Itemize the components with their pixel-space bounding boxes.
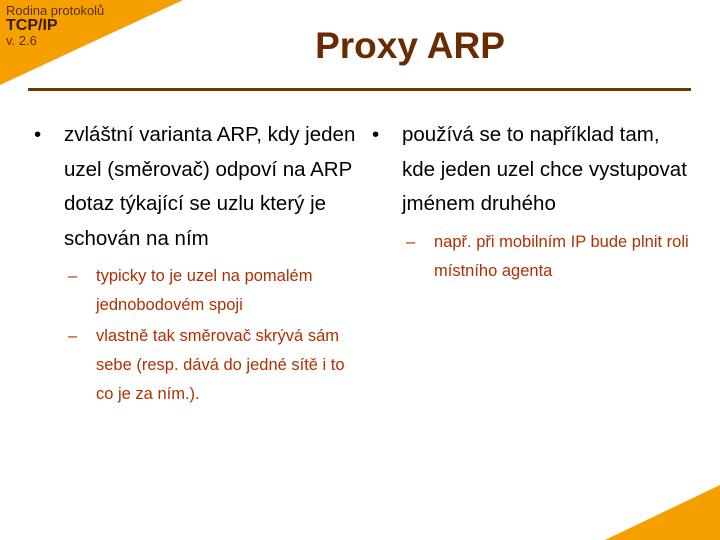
bullet-marker: • <box>372 123 380 146</box>
sub-bullet-item <box>68 262 360 320</box>
bullet-item <box>368 118 698 222</box>
series-name: Rodina protokolů <box>6 3 105 18</box>
right-column <box>368 118 698 286</box>
sub-bullet-item <box>68 322 360 409</box>
sub-bullet-marker: – <box>68 327 78 345</box>
sub-bullet-text: typicky to je uzel na pomalém jednobodovém spoji <box>96 267 313 314</box>
sub-bullet-marker: – <box>406 232 416 251</box>
sub-bullet-marker: – <box>68 267 78 285</box>
sub-bullet-text: např. při mobilním IP bude plnit roli místního agenta <box>434 232 689 280</box>
title-divider <box>28 88 691 91</box>
slide-title: Proxy ARP <box>315 25 505 66</box>
bullet-item <box>30 118 360 256</box>
bullet-text: zvláštní varianta ARP, kdy jeden uzel (směrovač) odpoví na ARP dotaz týkající se uzlu který je schován na ním <box>64 123 356 250</box>
sub-bullet-text: vlastně tak směrovač skrývá sám sebe (resp. dává do jedné sítě i to co je za ním.). <box>96 327 345 403</box>
corner-decoration-bottom-right <box>605 485 720 540</box>
series-version: v. 2.6 <box>6 33 37 49</box>
bullet-marker: • <box>34 123 42 146</box>
series-badge <box>6 4 104 48</box>
left-column <box>30 118 360 409</box>
series-protocol: TCP/IP <box>6 16 58 34</box>
sub-bullet-item <box>406 228 698 286</box>
bullet-text: používá se to například tam, kde jeden uzel chce vystupovat jménem druhého <box>402 123 687 215</box>
